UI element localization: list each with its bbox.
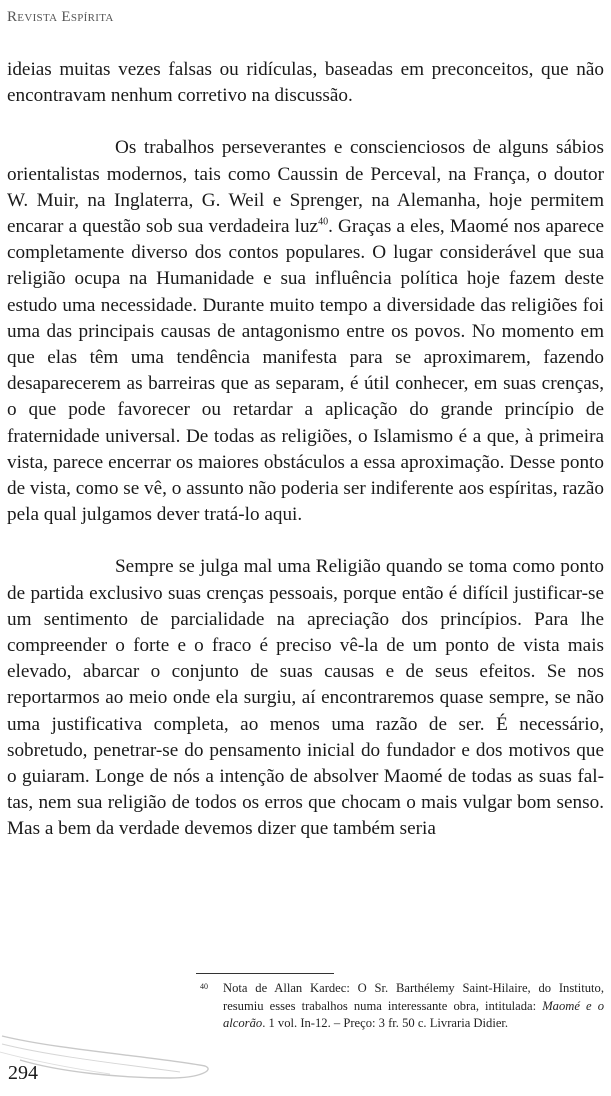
body-text (7, 57, 604, 843)
footnote-divider (196, 973, 334, 974)
footnote-number: 40 (200, 982, 208, 991)
footnote-text-a: Nota de Allan Kardec: O Sr. Barthélemy Saint-Hilaire, do Instituto, resumiu esses trabalhos numa interessante obra, intitulada: (223, 981, 604, 1013)
footnote-text (223, 980, 604, 1033)
paragraph-2-text-b: . Graças a eles, Maomé nos aparece completamente diverso dos contos populares. O lugar considerável que sua religião ocupa na Humanidade e sua influência política hoje fazem deste estudo uma necessidade. Durante muito tempo a diversidade das religiões foi uma das principais causas de antagonismo entre os povos. No momento em que elas têm uma tendência manifesta para se aproximarem, fazendo desaparecerem as barreiras que as separam, é útil conhecer, em suas crenças, o que pode favorecer ou retardar a aplicação do grande princípio de fraternidade universal. De todas as religiões, o Islamismo é a que, à primeira vista, parece encerrar os maiores obstáculos a essa aproximação. Desse ponto de vista, como se vê, o assunto não poderia ser indiferente aos espíritas, razão pela qual julgamos dever tratá-lo aqui. (7, 216, 604, 526)
paragraph-2-text-a: Os trabalhos perseverantes e conscienciosos de alguns sábios orientalistas modernos, tais como Caussin de Perceval, na França, o doutor W. Muir, na Inglaterra, G. Weil e Sprenger, na Alemanha, hoje permitem encarar a questão sob sua verdadeira luz (7, 137, 604, 238)
footnote-reference: 40 (318, 216, 329, 228)
footnote (200, 980, 604, 1033)
paragraph-2 (7, 135, 604, 528)
footnote-text-b: . 1 vol. In-12. – Preço: 3 fr. 50 c. Livraria Didier. (262, 1016, 509, 1030)
running-head: Revista Espírita (7, 9, 114, 25)
paragraph-1: ideias muitas vezes falsas ou ridículas, baseadas em preconceitos, que não encontravam nenhum corretivo na discussão. (7, 59, 604, 107)
page-number: 294 (8, 1062, 38, 1084)
footnote-book-title: Maomé e o alcorão (223, 998, 605, 1030)
paragraph-3: Sempre se julga mal uma Religião quando se toma como ponto de partida exclusivo suas crenças pessoais, porque então é difícil justificar-se um sentimento de parcialidade na apreciação dos princípios. Para lhe compreender o forte e o fraco é preciso vê-la de um ponto de vista mais elevado, abarcar o conjunto de suas causas e de seus efeitos. Se nos reportarmos ao meio onde ela surgiu, aí encontraremos quase sempre, se não uma justificativa completa, ao menos uma razão de ser. É necessário, sobretudo, penetrar-se do pensamento inicial do fundador e dos motivos que o guiaram. Longe de nós a intenção de absolver Maomé de todas as suas faltas, nem sua religião de todos os erros que chocam o mais vulgar bom senso. Mas a bem da verdade devemos dizer que também seria (7, 556, 604, 840)
